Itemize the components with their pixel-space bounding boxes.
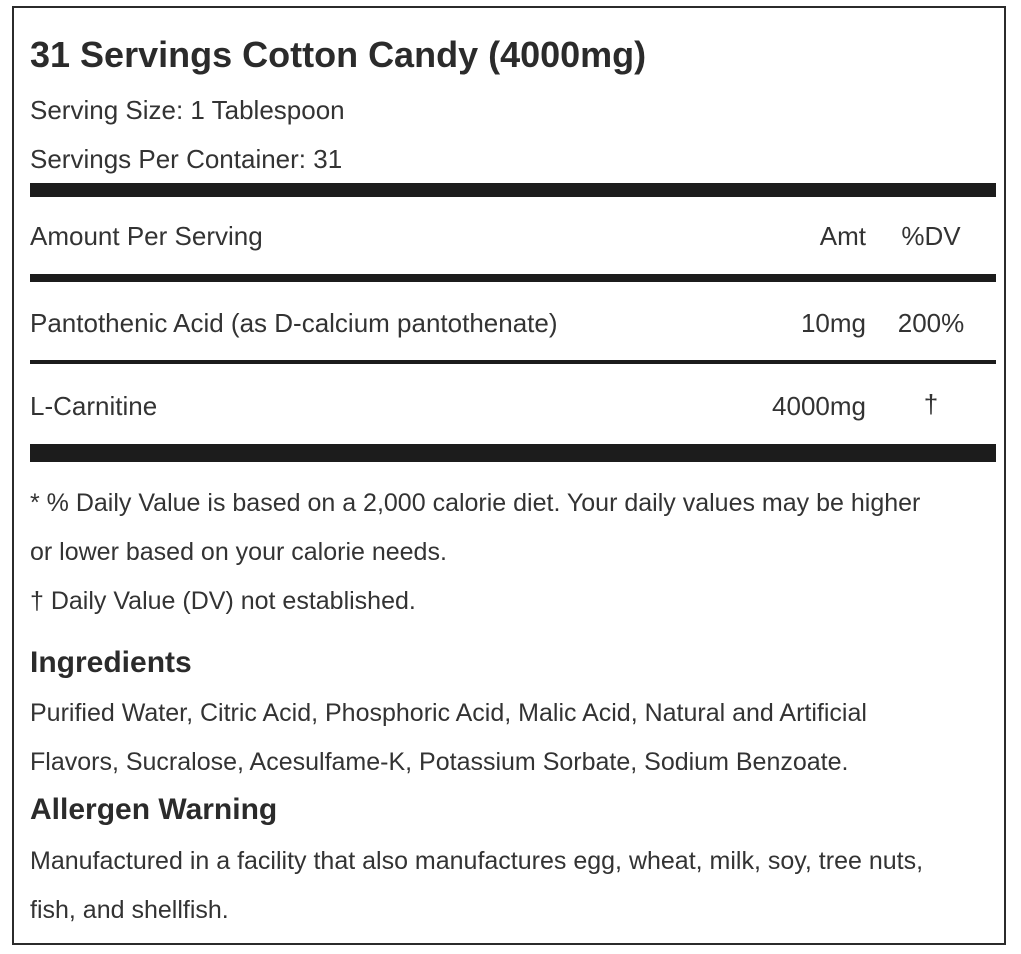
serving-size: Serving Size: 1 Tablespoon: [30, 95, 345, 125]
dagger-footnote: † Daily Value (DV) not established.: [30, 587, 416, 615]
medium-divider: [30, 274, 996, 282]
nutrient-name: L-Carnitine: [30, 391, 158, 421]
ingredients-line2: Flavors, Sucralose, Acesulfame-K, Potassium Sorbate, Sodium Benzoate.: [30, 748, 849, 776]
allergen-line2: fish, and shellfish.: [30, 896, 229, 924]
nutrient-name: Pantothenic Acid (as D-calcium pantothenate): [30, 308, 558, 338]
allergen-heading: Allergen Warning: [30, 793, 278, 826]
amt-column-header: Amt: [819, 221, 866, 251]
dv-column-header: %DV: [901, 221, 961, 251]
nutrient-amount: 10mg: [800, 308, 866, 338]
amount-per-serving-label: Amount Per Serving: [30, 221, 263, 251]
daily-value-footnote-line1: * % Daily Value is based on a 2,000 calorie diet. Your daily values may be higher: [30, 489, 921, 517]
ingredients-line1: Purified Water, Citric Acid, Phosphoric Acid, Malic Acid, Natural and Artificial: [30, 699, 867, 727]
thick-divider: [30, 444, 996, 462]
ingredients-heading: Ingredients: [30, 646, 192, 679]
supplement-facts-panel: [12, 6, 1006, 945]
nutrient-amount: 4000mg: [772, 391, 866, 421]
allergen-line1: Manufactured in a facility that also manufactures egg, wheat, milk, soy, tree nuts,: [30, 847, 924, 875]
daily-value-footnote-line2: or lower based on your calorie needs.: [30, 538, 447, 566]
nutrient-dv: 200%: [897, 308, 965, 338]
product-title: 31 Servings Cotton Candy (4000mg): [30, 34, 647, 75]
thin-divider: [30, 360, 996, 364]
thick-divider: [30, 183, 996, 197]
servings-per-container: Servings Per Container: 31: [30, 144, 343, 174]
nutrient-dv: †: [923, 389, 939, 419]
